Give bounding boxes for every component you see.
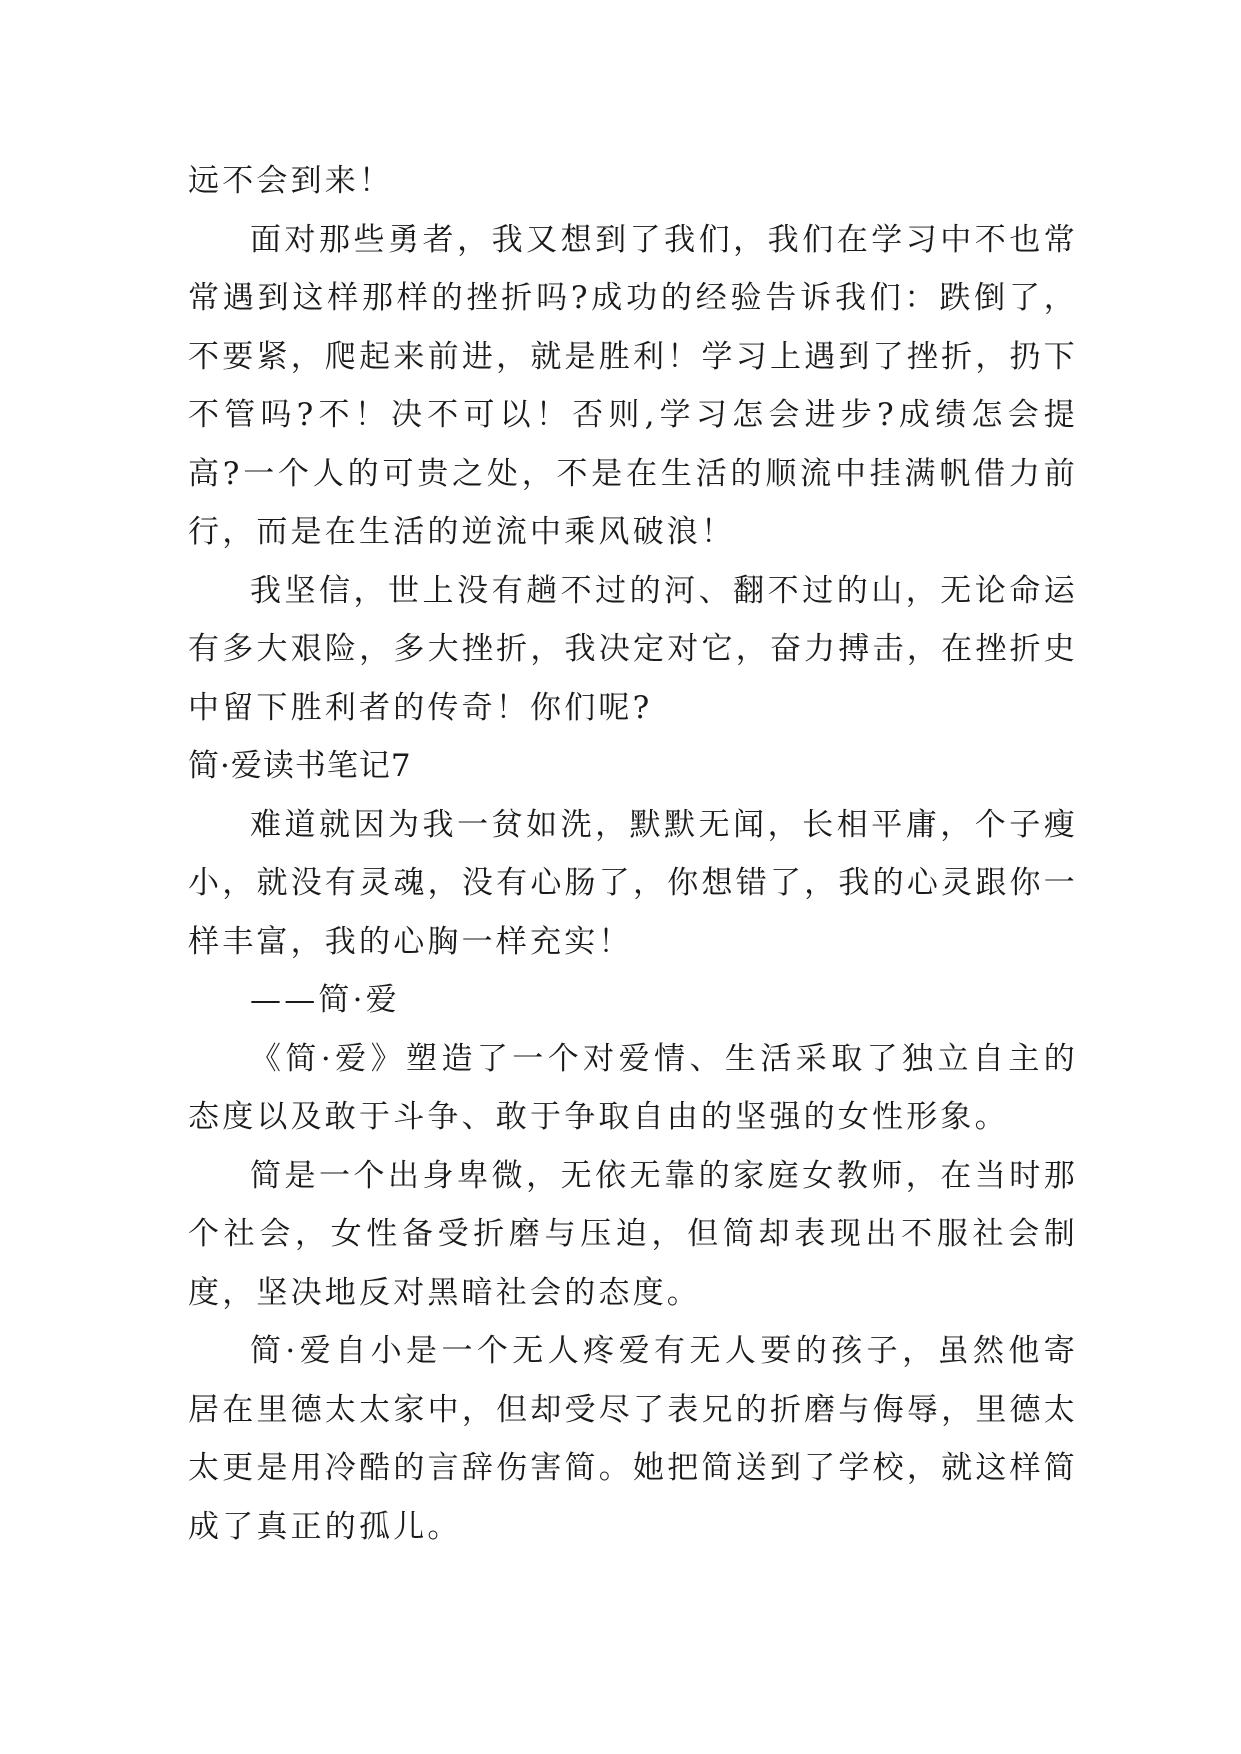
paragraph-childhood: 简·爱自小是一个无人疼爱有无人要的孩子，虽然他寄居在里德太太家中，但却受尽了表兄的折磨与侮辱，里德太太更是用冷酷的言辞伤害简。她把简送到了学校，就这样简成了真正的孤儿。 [188,1333,1078,1545]
document-page [188,152,1078,1556]
quote-paragraph: 难道就因为我一贫如洗，默默无闻，长相平庸，个子瘦小，就没有灵魂，没有心肠了，你想错了，我的心灵跟你一样丰富，我的心胸一样充实！ [188,806,1078,960]
paragraph-summary: 《简·爱》塑造了一个对爱情、生活采取了独立自主的态度以及敢于斗争、敢于争取自由的坚强的女性形象。 [188,1040,1078,1135]
paragraph-belief: 我坚信，世上没有趟不过的河、翻不过的山，无论命运有多大艰险，多大挫折，我决定对它，奋力搏击，在挫折史中留下胜利者的传奇！你们呢? [188,572,1078,726]
section-heading: 简·爱读书笔记7 [188,748,412,784]
paragraph-character: 简是一个出身卑微，无依无靠的家庭女教师，在当时那个社会，女性备受折磨与压迫，但简却表现出不服社会制度，坚决地反对黑暗社会的态度。 [188,1157,1078,1311]
quote-attribution: ——简·爱 [250,982,400,1018]
paragraph-courage: 面对那些勇者，我又想到了我们，我们在学习中不也常常遇到这样那样的挫折吗?成功的经验告诉我们：跌倒了，不要紧，爬起来前进，就是胜利！学习上遇到了挫折，扔下不管吗?不！决不可以！否则,学习怎会进步?成绩怎会提高?一个人的可贵之处，不是在生活的顺流中挂满帆借力前行，而是在生活的逆流中乘风破浪！ [188,221,1078,550]
paragraph-continuation: 远不会到来！ [188,163,394,199]
